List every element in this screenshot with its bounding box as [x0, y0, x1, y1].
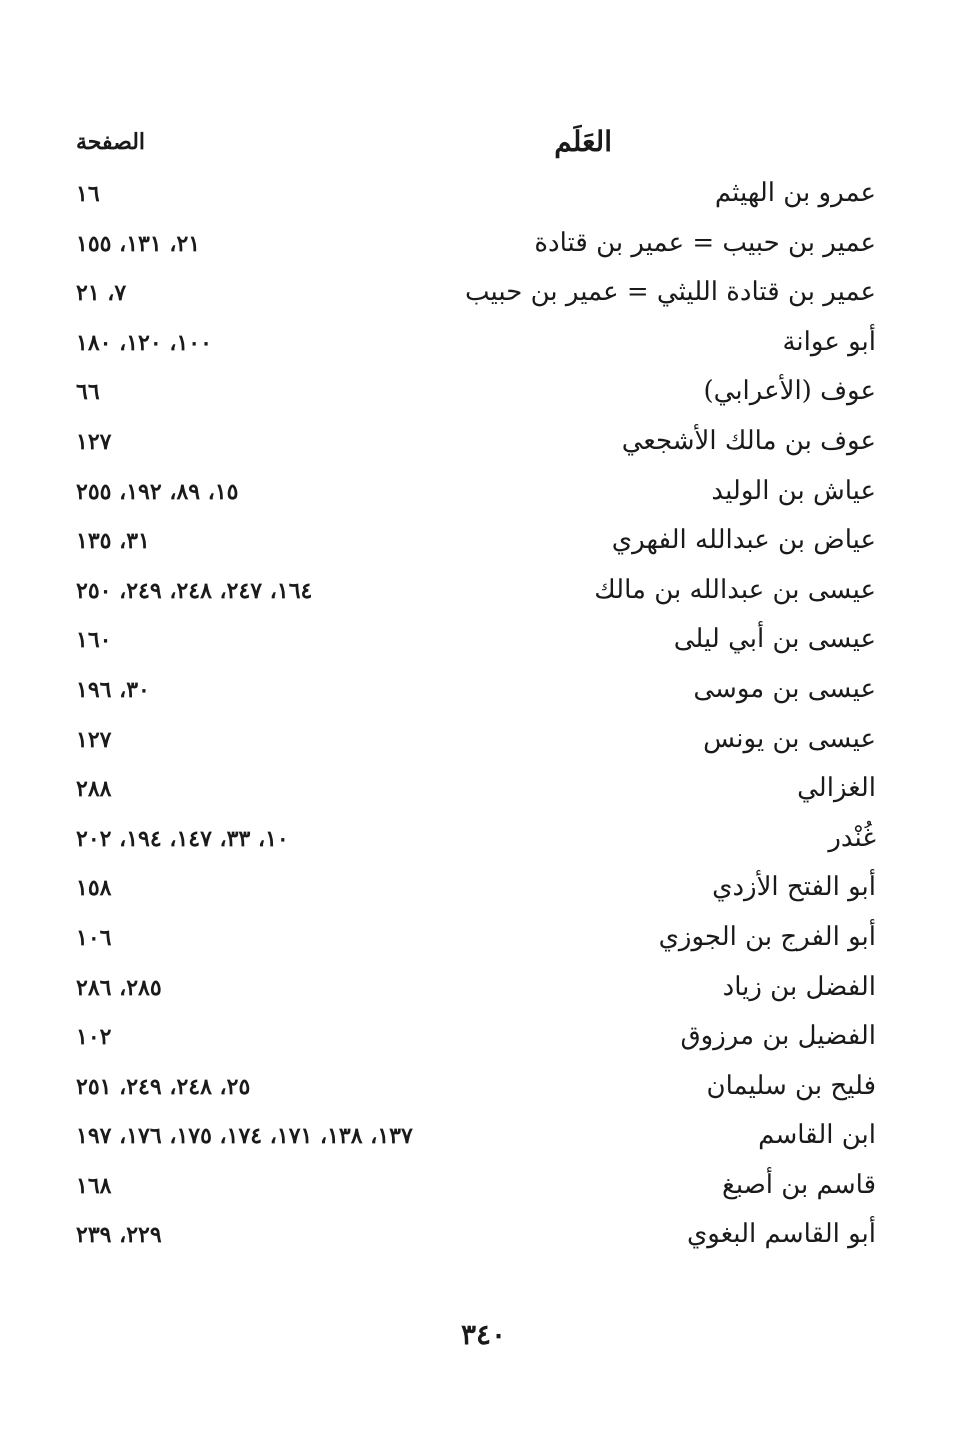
entry-name: أبو الفرج بن الجوزي — [658, 921, 876, 952]
entry-name: ابن القاسم — [758, 1120, 876, 1151]
entry-name: الفضيل بن مرزوق — [680, 1021, 876, 1052]
entry-pages: ٢٨٨ — [76, 776, 112, 803]
entry-name: أبو الفتح الأزدي — [712, 872, 876, 903]
index-entry — [76, 718, 876, 768]
entry-pages: ٢٨٥، ٢٨٦ — [76, 974, 162, 1001]
index-entry — [76, 470, 876, 520]
table-header — [76, 125, 876, 169]
entry-pages: ١٢٧ — [76, 726, 112, 753]
entry-name: عياش بن الوليد — [711, 475, 876, 506]
index-entry — [76, 519, 876, 569]
entry-name: عوف بن مالك الأشجعي — [621, 425, 876, 456]
entry-name: عمرو بن الهيثم — [714, 178, 876, 208]
index-entry — [76, 271, 876, 321]
index-entry — [76, 618, 876, 668]
index-entry — [76, 172, 876, 222]
entry-name: عمير بن قتادة الليثي = عمير بن حبيب — [465, 277, 876, 308]
entry-pages: ٢٥، ٢٤٨، ٢٤٩، ٢٥١ — [76, 1073, 251, 1100]
entry-pages: ٣١، ١٣٥ — [76, 528, 150, 555]
index-entry — [76, 1114, 876, 1164]
entry-pages: ١٠٢ — [76, 1024, 112, 1051]
index-entry — [76, 916, 876, 966]
entry-name: فليح بن سليمان — [706, 1070, 876, 1101]
entry-name: أبو عوانة — [782, 326, 876, 357]
index-entry — [76, 1065, 876, 1115]
entry-name: عيسى بن أبي ليلى — [673, 624, 876, 655]
index-entry — [76, 321, 876, 371]
page-number: ٣٤٠ — [460, 1318, 507, 1351]
entry-pages: ١٠٦ — [76, 924, 112, 951]
index-entry — [76, 1164, 876, 1214]
index-entry — [76, 767, 876, 817]
entry-name: أبو القاسم البغوي — [686, 1219, 876, 1250]
index-entry — [76, 1015, 876, 1065]
entry-pages: ٦٦ — [76, 379, 100, 406]
index-entry — [76, 370, 876, 420]
entry-name: غُنْدر — [828, 822, 876, 853]
entry-pages: ١٣٧، ١٣٨، ١٧١، ١٧٤، ١٧٥، ١٧٦، ١٩٧ — [76, 1123, 413, 1150]
entry-pages: ٢١، ١٣١، ١٥٥ — [76, 230, 201, 257]
entry-pages: ١٢٧ — [76, 428, 112, 455]
entry-pages: ٧، ٢١ — [76, 280, 127, 307]
entry-pages: ١٥، ٨٩، ١٩٢، ٢٥٥ — [76, 478, 239, 505]
index-entry — [76, 966, 876, 1016]
index-entry — [76, 866, 876, 916]
index-entry — [76, 569, 876, 619]
name-column-heading: العَلَم — [554, 125, 612, 158]
entry-pages: ١٥٨ — [76, 875, 112, 902]
entry-name: عمير بن حبيب = عمير بن قتادة — [534, 227, 876, 258]
entry-pages: ١٦٤، ٢٤٧، ٢٤٨، ٢٤٩، ٢٥٠ — [76, 577, 313, 604]
index-list — [76, 172, 876, 1263]
entry-pages: ١٠٠، ١٢٠، ١٨٠ — [76, 329, 212, 356]
entry-pages: ١٠، ٣٣، ١٤٧، ١٩٤، ٢٠٢ — [76, 825, 289, 852]
entry-name: الفضل بن زياد — [722, 971, 876, 1002]
index-entry — [76, 668, 876, 718]
index-entry — [76, 817, 876, 867]
page-column-heading: الصفحة — [76, 129, 146, 155]
entry-name: عيسى بن عبدالله بن مالك — [594, 574, 876, 605]
entry-pages: ٣٠، ١٩٦ — [76, 676, 150, 703]
index-entry — [76, 222, 876, 272]
entry-name: عوف (الأعرابي) — [703, 376, 876, 407]
entry-name: قاسم بن أصبغ — [722, 1169, 876, 1200]
index-entry — [76, 1213, 876, 1263]
entry-name: عيسى بن يونس — [703, 723, 876, 754]
entry-pages: ١٦٨ — [76, 1172, 112, 1199]
entry-pages: ١٦٠ — [76, 627, 112, 654]
entry-name: عيسى بن موسى — [693, 673, 876, 704]
entry-pages: ٢٢٩، ٢٣٩ — [76, 1222, 162, 1249]
index-entry — [76, 420, 876, 470]
entry-pages: ١٦ — [76, 181, 100, 207]
entry-name: الغزالي — [797, 773, 876, 804]
entry-name: عياض بن عبدالله الفهري — [611, 525, 876, 556]
